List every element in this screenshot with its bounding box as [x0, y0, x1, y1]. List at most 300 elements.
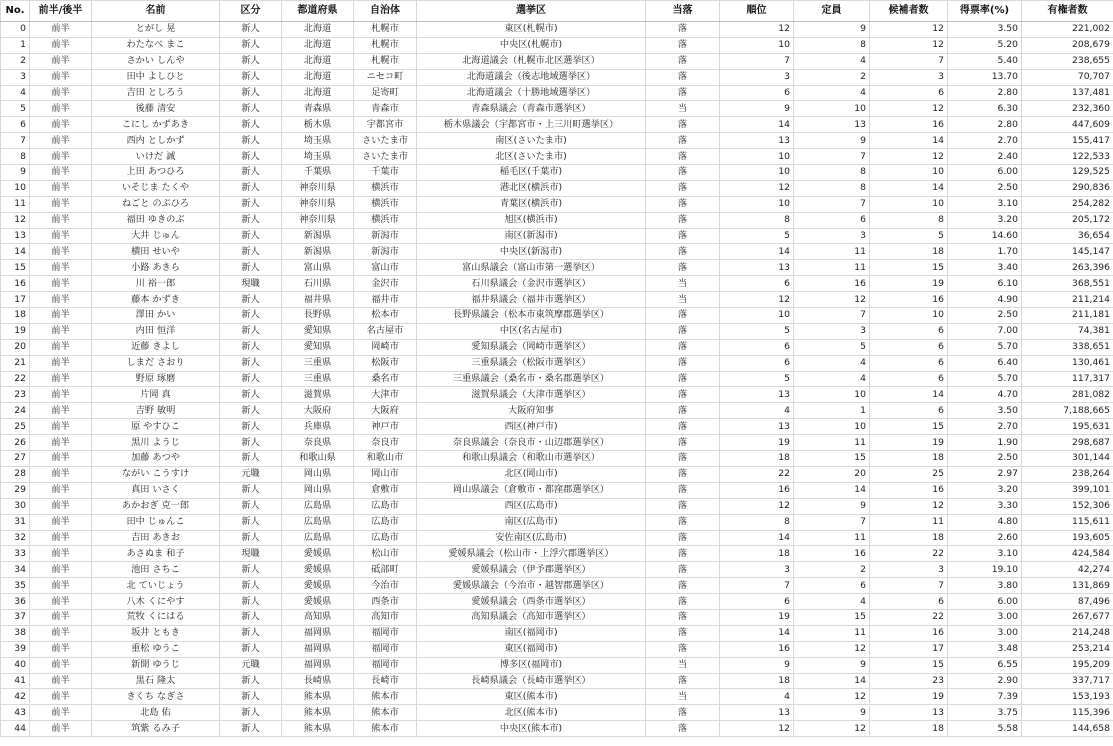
cell-vote-share[interactable]: 3.80 — [948, 578, 1022, 594]
cell-no[interactable]: 37 — [1, 609, 30, 625]
cell-half[interactable]: 前半 — [30, 641, 92, 657]
cell-no[interactable]: 11 — [1, 196, 30, 212]
cell-district[interactable]: 南区(さいたま市) — [417, 133, 646, 149]
cell-category[interactable]: 新人 — [220, 292, 282, 308]
cell-no[interactable]: 25 — [1, 419, 30, 435]
cell-no[interactable]: 33 — [1, 546, 30, 562]
cell-name[interactable]: 筑紫 るみ子 — [92, 721, 220, 737]
cell-district[interactable]: 中央区(新潟市) — [417, 244, 646, 260]
cell-half[interactable]: 前半 — [30, 419, 92, 435]
cell-district[interactable]: 安佐南区(広島市) — [417, 530, 646, 546]
cell-no[interactable]: 44 — [1, 721, 30, 737]
cell-candidates[interactable]: 10 — [870, 196, 948, 212]
cell-district[interactable]: 青葉区(横浜市) — [417, 196, 646, 212]
cell-prefecture[interactable]: 福岡県 — [282, 625, 354, 641]
cell-candidates[interactable]: 12 — [870, 498, 948, 514]
cell-rank[interactable]: 14 — [720, 625, 794, 641]
cell-vote-share[interactable]: 6.40 — [948, 355, 1022, 371]
cell-category[interactable]: 新人 — [220, 244, 282, 260]
cell-prefecture[interactable]: 奈良県 — [282, 435, 354, 451]
cell-district[interactable]: 旭区(横浜市) — [417, 212, 646, 228]
cell-category[interactable]: 新人 — [220, 22, 282, 38]
cell-electorate[interactable]: 7,188,665 — [1022, 403, 1113, 419]
cell-electorate[interactable]: 368,551 — [1022, 276, 1113, 292]
cell-electorate[interactable]: 298,687 — [1022, 435, 1113, 451]
cell-seats[interactable]: 9 — [794, 657, 870, 673]
cell-name[interactable]: 新開 ゆうじ — [92, 657, 220, 673]
cell-candidates[interactable]: 25 — [870, 466, 948, 482]
cell-result[interactable]: 落 — [646, 530, 720, 546]
cell-result[interactable]: 落 — [646, 228, 720, 244]
cell-result[interactable]: 落 — [646, 609, 720, 625]
cell-result[interactable]: 落 — [646, 323, 720, 339]
cell-name[interactable]: 吉野 敏明 — [92, 403, 220, 419]
cell-seats[interactable]: 20 — [794, 466, 870, 482]
cell-seats[interactable]: 11 — [794, 435, 870, 451]
cell-half[interactable]: 前半 — [30, 403, 92, 419]
cell-district[interactable]: 北区(岡山市) — [417, 466, 646, 482]
cell-result[interactable]: 落 — [646, 562, 720, 578]
cell-no[interactable]: 1 — [1, 37, 30, 53]
cell-electorate[interactable]: 338,651 — [1022, 339, 1113, 355]
cell-no[interactable]: 23 — [1, 387, 30, 403]
cell-half[interactable]: 前半 — [30, 308, 92, 324]
cell-electorate[interactable]: 137,481 — [1022, 85, 1113, 101]
cell-electorate[interactable]: 337,717 — [1022, 673, 1113, 689]
cell-prefecture[interactable]: 北海道 — [282, 37, 354, 53]
cell-district[interactable]: 中区(名古屋市) — [417, 323, 646, 339]
cell-no[interactable]: 12 — [1, 212, 30, 228]
cell-result[interactable]: 当 — [646, 689, 720, 705]
cell-candidates[interactable]: 16 — [870, 625, 948, 641]
cell-seats[interactable]: 6 — [794, 212, 870, 228]
cell-vote-share[interactable]: 13.70 — [948, 69, 1022, 85]
cell-half[interactable]: 前半 — [30, 355, 92, 371]
cell-district[interactable]: 三重県議会（桑名市・桑名郡選挙区） — [417, 371, 646, 387]
cell-vote-share[interactable]: 1.90 — [948, 435, 1022, 451]
cell-vote-share[interactable]: 19.10 — [948, 562, 1022, 578]
cell-name[interactable]: あさぬま 和子 — [92, 546, 220, 562]
cell-municipality[interactable]: 熊本市 — [354, 689, 417, 705]
cell-category[interactable]: 新人 — [220, 721, 282, 737]
cell-rank[interactable]: 7 — [720, 53, 794, 69]
cell-electorate[interactable]: 232,360 — [1022, 101, 1113, 117]
cell-rank[interactable]: 13 — [720, 705, 794, 721]
cell-no[interactable]: 19 — [1, 323, 30, 339]
cell-candidates[interactable]: 11 — [870, 514, 948, 530]
cell-half[interactable]: 前半 — [30, 514, 92, 530]
cell-candidates[interactable]: 3 — [870, 562, 948, 578]
cell-municipality[interactable]: 青森市 — [354, 101, 417, 117]
cell-district[interactable]: 高知県議会（高知市選挙区） — [417, 609, 646, 625]
cell-no[interactable]: 30 — [1, 498, 30, 514]
cell-category[interactable]: 新人 — [220, 641, 282, 657]
cell-no[interactable]: 24 — [1, 403, 30, 419]
cell-district[interactable]: 石川県議会（金沢市選挙区） — [417, 276, 646, 292]
cell-district[interactable]: 富山県議会（富山市第一選挙区） — [417, 260, 646, 276]
cell-vote-share[interactable]: 2.80 — [948, 117, 1022, 133]
column-header-name[interactable]: 名前 — [92, 1, 220, 22]
cell-category[interactable]: 新人 — [220, 482, 282, 498]
cell-half[interactable]: 前半 — [30, 689, 92, 705]
cell-prefecture[interactable]: 愛知県 — [282, 323, 354, 339]
cell-name[interactable]: 福田 ゆきのぶ — [92, 212, 220, 228]
cell-municipality[interactable]: 岡崎市 — [354, 339, 417, 355]
cell-prefecture[interactable]: 熊本県 — [282, 705, 354, 721]
cell-candidates[interactable]: 18 — [870, 244, 948, 260]
cell-result[interactable]: 落 — [646, 85, 720, 101]
cell-vote-share[interactable]: 7.39 — [948, 689, 1022, 705]
cell-seats[interactable]: 12 — [794, 689, 870, 705]
cell-no[interactable]: 15 — [1, 260, 30, 276]
cell-result[interactable]: 落 — [646, 419, 720, 435]
cell-prefecture[interactable]: 神奈川県 — [282, 180, 354, 196]
cell-half[interactable]: 前半 — [30, 69, 92, 85]
cell-vote-share[interactable]: 6.30 — [948, 101, 1022, 117]
cell-candidates[interactable]: 5 — [870, 228, 948, 244]
cell-no[interactable]: 5 — [1, 101, 30, 117]
cell-municipality[interactable]: 横浜市 — [354, 212, 417, 228]
cell-no[interactable]: 8 — [1, 149, 30, 165]
cell-name[interactable]: あかおぎ 克一郎 — [92, 498, 220, 514]
column-header-result[interactable]: 当落 — [646, 1, 720, 22]
cell-rank[interactable]: 6 — [720, 339, 794, 355]
cell-result[interactable]: 落 — [646, 466, 720, 482]
cell-no[interactable]: 13 — [1, 228, 30, 244]
cell-category[interactable]: 新人 — [220, 403, 282, 419]
cell-candidates[interactable]: 13 — [870, 705, 948, 721]
cell-no[interactable]: 20 — [1, 339, 30, 355]
cell-category[interactable]: 現職 — [220, 276, 282, 292]
cell-seats[interactable]: 2 — [794, 69, 870, 85]
cell-seats[interactable]: 11 — [794, 625, 870, 641]
cell-prefecture[interactable]: 長崎県 — [282, 673, 354, 689]
cell-result[interactable]: 落 — [646, 514, 720, 530]
cell-half[interactable]: 前半 — [30, 117, 92, 133]
cell-candidates[interactable]: 10 — [870, 165, 948, 181]
cell-category[interactable]: 新人 — [220, 562, 282, 578]
cell-prefecture[interactable]: 高知県 — [282, 609, 354, 625]
cell-name[interactable]: 上田 あつひろ — [92, 165, 220, 181]
cell-result[interactable]: 落 — [646, 673, 720, 689]
cell-category[interactable]: 元職 — [220, 466, 282, 482]
cell-result[interactable]: 当 — [646, 101, 720, 117]
cell-result[interactable]: 落 — [646, 546, 720, 562]
cell-rank[interactable]: 10 — [720, 308, 794, 324]
cell-candidates[interactable]: 19 — [870, 276, 948, 292]
column-header-no[interactable]: No. — [1, 1, 30, 22]
cell-result[interactable]: 落 — [646, 403, 720, 419]
cell-electorate[interactable]: 301,144 — [1022, 451, 1113, 467]
cell-vote-share[interactable]: 2.90 — [948, 673, 1022, 689]
cell-half[interactable]: 前半 — [30, 22, 92, 38]
cell-seats[interactable]: 8 — [794, 180, 870, 196]
cell-no[interactable]: 16 — [1, 276, 30, 292]
cell-seats[interactable]: 2 — [794, 562, 870, 578]
cell-name[interactable]: 横田 せいや — [92, 244, 220, 260]
cell-name[interactable]: 北島 佑 — [92, 705, 220, 721]
cell-rank[interactable]: 5 — [720, 371, 794, 387]
cell-name[interactable]: 後藤 清安 — [92, 101, 220, 117]
cell-seats[interactable]: 7 — [794, 196, 870, 212]
cell-prefecture[interactable]: 和歌山県 — [282, 451, 354, 467]
cell-electorate[interactable]: 267,677 — [1022, 609, 1113, 625]
cell-name[interactable]: 内田 恒洋 — [92, 323, 220, 339]
cell-category[interactable]: 新人 — [220, 85, 282, 101]
cell-electorate[interactable]: 145,147 — [1022, 244, 1113, 260]
cell-category[interactable]: 新人 — [220, 689, 282, 705]
cell-candidates[interactable]: 3 — [870, 69, 948, 85]
cell-district[interactable]: 南区(福岡市) — [417, 625, 646, 641]
cell-vote-share[interactable]: 3.40 — [948, 260, 1022, 276]
cell-candidates[interactable]: 16 — [870, 117, 948, 133]
cell-prefecture[interactable]: 長野県 — [282, 308, 354, 324]
cell-name[interactable]: さかい しんや — [92, 53, 220, 69]
cell-prefecture[interactable]: 千葉県 — [282, 165, 354, 181]
cell-no[interactable]: 18 — [1, 308, 30, 324]
cell-seats[interactable]: 3 — [794, 228, 870, 244]
cell-municipality[interactable]: 福岡市 — [354, 641, 417, 657]
cell-district[interactable]: 長崎県議会（長崎市選挙区） — [417, 673, 646, 689]
cell-municipality[interactable]: 熊本市 — [354, 705, 417, 721]
cell-half[interactable]: 前半 — [30, 228, 92, 244]
cell-no[interactable]: 9 — [1, 165, 30, 181]
cell-result[interactable]: 落 — [646, 387, 720, 403]
cell-candidates[interactable]: 15 — [870, 657, 948, 673]
cell-rank[interactable]: 14 — [720, 530, 794, 546]
cell-municipality[interactable]: 広島市 — [354, 530, 417, 546]
cell-municipality[interactable]: 広島市 — [354, 498, 417, 514]
cell-rank[interactable]: 16 — [720, 482, 794, 498]
cell-vote-share[interactable]: 5.70 — [948, 339, 1022, 355]
cell-municipality[interactable]: 金沢市 — [354, 276, 417, 292]
cell-seats[interactable]: 11 — [794, 244, 870, 260]
cell-half[interactable]: 前半 — [30, 705, 92, 721]
cell-rank[interactable]: 4 — [720, 403, 794, 419]
cell-rank[interactable]: 18 — [720, 451, 794, 467]
cell-half[interactable]: 前半 — [30, 371, 92, 387]
cell-seats[interactable]: 10 — [794, 101, 870, 117]
cell-no[interactable]: 40 — [1, 657, 30, 673]
cell-result[interactable]: 落 — [646, 451, 720, 467]
cell-municipality[interactable]: 福岡市 — [354, 657, 417, 673]
cell-half[interactable]: 前半 — [30, 625, 92, 641]
cell-prefecture[interactable]: 青森県 — [282, 101, 354, 117]
cell-half[interactable]: 前半 — [30, 149, 92, 165]
cell-half[interactable]: 前半 — [30, 721, 92, 737]
cell-electorate[interactable]: 131,869 — [1022, 578, 1113, 594]
cell-no[interactable]: 41 — [1, 673, 30, 689]
cell-rank[interactable]: 3 — [720, 69, 794, 85]
cell-result[interactable]: 落 — [646, 37, 720, 53]
cell-district[interactable]: 中央区(熊本市) — [417, 721, 646, 737]
cell-result[interactable]: 落 — [646, 482, 720, 498]
cell-category[interactable]: 新人 — [220, 387, 282, 403]
cell-electorate[interactable]: 399,101 — [1022, 482, 1113, 498]
cell-name[interactable]: いそじま たくや — [92, 180, 220, 196]
cell-rank[interactable]: 18 — [720, 673, 794, 689]
cell-candidates[interactable]: 6 — [870, 403, 948, 419]
cell-no[interactable]: 28 — [1, 466, 30, 482]
cell-electorate[interactable]: 447,609 — [1022, 117, 1113, 133]
cell-candidates[interactable]: 6 — [870, 339, 948, 355]
cell-prefecture[interactable]: 岡山県 — [282, 466, 354, 482]
cell-electorate[interactable]: 238,655 — [1022, 53, 1113, 69]
cell-half[interactable]: 前半 — [30, 37, 92, 53]
cell-electorate[interactable]: 42,274 — [1022, 562, 1113, 578]
cell-electorate[interactable]: 208,679 — [1022, 37, 1113, 53]
cell-prefecture[interactable]: 石川県 — [282, 276, 354, 292]
cell-category[interactable]: 新人 — [220, 101, 282, 117]
cell-district[interactable]: 東区(福岡市) — [417, 641, 646, 657]
cell-municipality[interactable]: 砥部町 — [354, 562, 417, 578]
cell-rank[interactable]: 19 — [720, 609, 794, 625]
cell-district[interactable]: 岡山県議会（倉敷市・都窪郡選挙区） — [417, 482, 646, 498]
cell-district[interactable]: 和歌山県議会（和歌山市選挙区） — [417, 451, 646, 467]
cell-electorate[interactable]: 153,193 — [1022, 689, 1113, 705]
cell-seats[interactable]: 11 — [794, 260, 870, 276]
cell-district[interactable]: 北区(熊本市) — [417, 705, 646, 721]
cell-seats[interactable]: 12 — [794, 721, 870, 737]
cell-rank[interactable]: 13 — [720, 260, 794, 276]
column-header-vote-share[interactable]: 得票率(%) — [948, 1, 1022, 22]
cell-result[interactable]: 落 — [646, 22, 720, 38]
cell-category[interactable]: 新人 — [220, 371, 282, 387]
cell-candidates[interactable]: 6 — [870, 85, 948, 101]
cell-prefecture[interactable]: 愛媛県 — [282, 578, 354, 594]
cell-result[interactable]: 落 — [646, 641, 720, 657]
cell-municipality[interactable]: 横浜市 — [354, 196, 417, 212]
cell-electorate[interactable]: 221,002 — [1022, 22, 1113, 38]
cell-no[interactable]: 7 — [1, 133, 30, 149]
cell-candidates[interactable]: 6 — [870, 371, 948, 387]
cell-electorate[interactable]: 155,417 — [1022, 133, 1113, 149]
cell-half[interactable]: 前半 — [30, 673, 92, 689]
cell-category[interactable]: 新人 — [220, 149, 282, 165]
cell-electorate[interactable]: 129,525 — [1022, 165, 1113, 181]
cell-category[interactable]: 新人 — [220, 308, 282, 324]
cell-municipality[interactable]: 宇都宮市 — [354, 117, 417, 133]
cell-category[interactable]: 新人 — [220, 419, 282, 435]
cell-candidates[interactable]: 22 — [870, 546, 948, 562]
cell-candidates[interactable]: 19 — [870, 689, 948, 705]
cell-rank[interactable]: 9 — [720, 657, 794, 673]
cell-name[interactable]: 野原 琢磨 — [92, 371, 220, 387]
cell-half[interactable]: 前半 — [30, 101, 92, 117]
cell-rank[interactable]: 5 — [720, 228, 794, 244]
cell-no[interactable]: 2 — [1, 53, 30, 69]
cell-name[interactable]: いけだ 誠 — [92, 149, 220, 165]
cell-prefecture[interactable]: 岡山県 — [282, 482, 354, 498]
cell-rank[interactable]: 6 — [720, 85, 794, 101]
cell-no[interactable]: 39 — [1, 641, 30, 657]
cell-no[interactable]: 32 — [1, 530, 30, 546]
cell-no[interactable]: 31 — [1, 514, 30, 530]
cell-district[interactable]: 青森県議会（青森市選挙区） — [417, 101, 646, 117]
cell-candidates[interactable]: 18 — [870, 530, 948, 546]
cell-municipality[interactable]: 熊本市 — [354, 721, 417, 737]
cell-name[interactable]: 小路 あきら — [92, 260, 220, 276]
cell-name[interactable]: 片岡 真 — [92, 387, 220, 403]
cell-no[interactable]: 42 — [1, 689, 30, 705]
cell-half[interactable]: 前半 — [30, 260, 92, 276]
cell-municipality[interactable]: 松山市 — [354, 546, 417, 562]
cell-vote-share[interactable]: 3.30 — [948, 498, 1022, 514]
column-header-municipality[interactable]: 自治体 — [354, 1, 417, 22]
cell-seats[interactable]: 15 — [794, 451, 870, 467]
cell-electorate[interactable]: 281,082 — [1022, 387, 1113, 403]
cell-rank[interactable]: 3 — [720, 562, 794, 578]
cell-seats[interactable]: 7 — [794, 149, 870, 165]
cell-category[interactable]: 新人 — [220, 323, 282, 339]
column-header-rank[interactable]: 順位 — [720, 1, 794, 22]
cell-name[interactable]: 川 裕一郎 — [92, 276, 220, 292]
cell-half[interactable]: 前半 — [30, 451, 92, 467]
cell-rank[interactable]: 12 — [720, 180, 794, 196]
cell-electorate[interactable]: 195,209 — [1022, 657, 1113, 673]
cell-electorate[interactable]: 263,396 — [1022, 260, 1113, 276]
cell-rank[interactable]: 10 — [720, 196, 794, 212]
cell-half[interactable]: 前半 — [30, 196, 92, 212]
cell-half[interactable]: 前半 — [30, 530, 92, 546]
cell-municipality[interactable]: 高知市 — [354, 609, 417, 625]
cell-municipality[interactable]: 松本市 — [354, 308, 417, 324]
cell-prefecture[interactable]: 三重県 — [282, 355, 354, 371]
cell-prefecture[interactable]: 愛知県 — [282, 339, 354, 355]
cell-half[interactable]: 前半 — [30, 498, 92, 514]
cell-seats[interactable]: 4 — [794, 85, 870, 101]
cell-seats[interactable]: 9 — [794, 498, 870, 514]
cell-result[interactable]: 落 — [646, 69, 720, 85]
cell-candidates[interactable]: 12 — [870, 22, 948, 38]
cell-municipality[interactable]: 岡山市 — [354, 466, 417, 482]
cell-prefecture[interactable]: 広島県 — [282, 514, 354, 530]
cell-electorate[interactable]: 115,396 — [1022, 705, 1113, 721]
cell-electorate[interactable]: 254,282 — [1022, 196, 1113, 212]
cell-candidates[interactable]: 12 — [870, 149, 948, 165]
cell-category[interactable]: 新人 — [220, 37, 282, 53]
cell-result[interactable]: 落 — [646, 260, 720, 276]
cell-prefecture[interactable]: 埼玉県 — [282, 133, 354, 149]
cell-result[interactable]: 落 — [646, 133, 720, 149]
cell-category[interactable]: 新人 — [220, 165, 282, 181]
cell-half[interactable]: 前半 — [30, 85, 92, 101]
cell-electorate[interactable]: 87,496 — [1022, 594, 1113, 610]
cell-rank[interactable]: 6 — [720, 594, 794, 610]
cell-name[interactable]: ながい こうすけ — [92, 466, 220, 482]
cell-result[interactable]: 落 — [646, 180, 720, 196]
cell-district[interactable]: 奈良県議会（奈良市・山辺郡選挙区） — [417, 435, 646, 451]
cell-half[interactable]: 前半 — [30, 180, 92, 196]
cell-half[interactable]: 前半 — [30, 609, 92, 625]
cell-category[interactable]: 新人 — [220, 212, 282, 228]
cell-result[interactable]: 落 — [646, 371, 720, 387]
cell-district[interactable]: 栃木県議会（宇都宮市・上三川町選挙区） — [417, 117, 646, 133]
cell-prefecture[interactable]: 新潟県 — [282, 244, 354, 260]
cell-rank[interactable]: 13 — [720, 419, 794, 435]
cell-rank[interactable]: 10 — [720, 37, 794, 53]
cell-seats[interactable]: 10 — [794, 419, 870, 435]
cell-name[interactable]: 吉田 あきお — [92, 530, 220, 546]
cell-vote-share[interactable]: 2.40 — [948, 149, 1022, 165]
cell-category[interactable]: 新人 — [220, 594, 282, 610]
cell-rank[interactable]: 12 — [720, 498, 794, 514]
cell-district[interactable]: 北区(さいたま市) — [417, 149, 646, 165]
cell-candidates[interactable]: 12 — [870, 37, 948, 53]
cell-candidates[interactable]: 18 — [870, 721, 948, 737]
cell-vote-share[interactable]: 2.50 — [948, 451, 1022, 467]
cell-prefecture[interactable]: 広島県 — [282, 498, 354, 514]
